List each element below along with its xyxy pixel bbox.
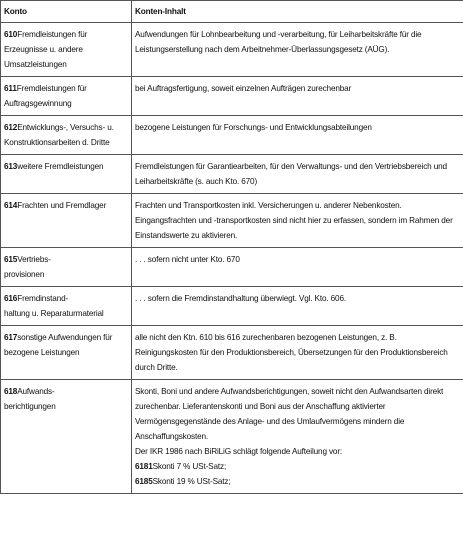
account-cell [1, 380, 132, 494]
content-text: Aufwendungen für Lohnbearbeitung und -verarbeitung, für Leiharbeitskräfte für die Leistungserstellung nach dem Arbeitnehmer-Überlassungsgesetz (AÜG). [135, 30, 422, 54]
table-header-row [1, 1, 463, 23]
account-name: Entwicklungs-, Versuchs- u. Konstruktionsarbeiten d. Dritte [4, 123, 114, 147]
table-row [1, 194, 463, 248]
account-cell [1, 155, 132, 194]
account-name: sonstige Aufwendungen für bezogene Leistungen [4, 333, 113, 357]
content-text: bei Auftragsfertigung, soweit einzelnen Aufträgen zurechenbar [135, 84, 352, 93]
sub-account-text: Skonti 7 % USt-Satz; [152, 462, 227, 471]
sub-account-line [135, 474, 460, 489]
sub-account-number: 6181 [135, 462, 153, 471]
content-cell [132, 248, 463, 287]
account-number: 610 [4, 30, 18, 39]
content-cell [132, 155, 463, 194]
table-row [1, 248, 463, 287]
table-row [1, 287, 463, 326]
content-cell [132, 380, 463, 494]
account-cell [1, 23, 132, 77]
header-konten-inhalt: Konten-Inhalt [132, 1, 463, 23]
content-text: Der IKR 1986 nach BiRiLiG schlägt folgende Aufteilung vor: [135, 447, 343, 456]
table-row [1, 116, 463, 155]
content-text: alle nicht den Ktn. 610 bis 616 zurechenbaren bezogenen Leistungen, z. B. Reinigungskosten für den Produktionsbereich, Übersetzungen für den Produktionsbereich durch Dritte. [135, 333, 448, 372]
account-number: 612 [4, 123, 18, 132]
account-name: Vertriebs- provisionen [4, 255, 51, 279]
account-number: 615 [4, 255, 18, 264]
content-text: . . . sofern die Fremdinstandhaltung überwiegt. Vgl. Kto. 606. [135, 294, 346, 303]
content-text: bezogene Leistungen für Forschungs- und Entwicklungsabteilungen [135, 123, 372, 132]
account-name: Fremdleistungen für Auftragsgewinnung [4, 84, 87, 108]
account-number: 617 [4, 333, 18, 342]
content-cell [132, 116, 463, 155]
account-name: weitere Fremdleistungen [17, 162, 104, 171]
content-cell [132, 23, 463, 77]
account-name: Aufwands- berichtigungen [4, 387, 56, 411]
sub-account-number: 6185 [135, 477, 153, 486]
sub-account-line [135, 459, 460, 474]
sub-account-text: Skonti 19 % USt-Satz; [152, 477, 231, 486]
account-cell [1, 116, 132, 155]
account-number: 616 [4, 294, 18, 303]
table-row [1, 380, 463, 494]
content-cell [132, 287, 463, 326]
account-name: Frachten und Fremdlager [17, 201, 107, 210]
header-konto: Konto [1, 1, 132, 23]
table-row [1, 326, 463, 380]
content-text: Skonti, Boni und andere Aufwandsberichtigungen, soweit nicht den Aufwandsarten direkt zurechenbar. Lieferantenskonti und Boni aus der Anschaffung aktivierter Vermögensgegenstände des Anlage- und des Umlaufvermögens mindern die Anschaffungskosten. [135, 387, 444, 441]
content-cell [132, 77, 463, 116]
account-number: 618 [4, 387, 18, 396]
account-cell [1, 194, 132, 248]
table-row [1, 77, 463, 116]
account-name: Fremdinstand- haltung u. Reparaturmaterial [4, 294, 104, 318]
account-number: 614 [4, 201, 18, 210]
content-text: Frachten und Transportkosten inkl. Versicherungen u. anderer Nebenkosten. Eingangsfrachten und -transportkosten sind nicht hier zu erfassen, sondern im Rahmen der Einstandswerte zu aktivieren. [135, 201, 453, 240]
account-cell [1, 77, 132, 116]
account-number: 613 [4, 162, 18, 171]
account-cell [1, 248, 132, 287]
table-row [1, 155, 463, 194]
content-cell [132, 326, 463, 380]
content-text: Fremdleistungen für Garantiearbeiten, für den Verwaltungs- und den Vertriebsbereich und Leiharbeitskräfte (s. auch Kto. 670) [135, 162, 447, 186]
account-number: 611 [4, 84, 17, 93]
account-cell [1, 326, 132, 380]
content-cell [132, 194, 463, 248]
content-text: . . . sofern nicht unter Kto. 670 [135, 255, 240, 264]
table-row [1, 23, 463, 77]
account-name: Fremdleistungen für Erzeugnisse u. andere Umsatzleistungen [4, 30, 88, 69]
account-cell [1, 287, 132, 326]
